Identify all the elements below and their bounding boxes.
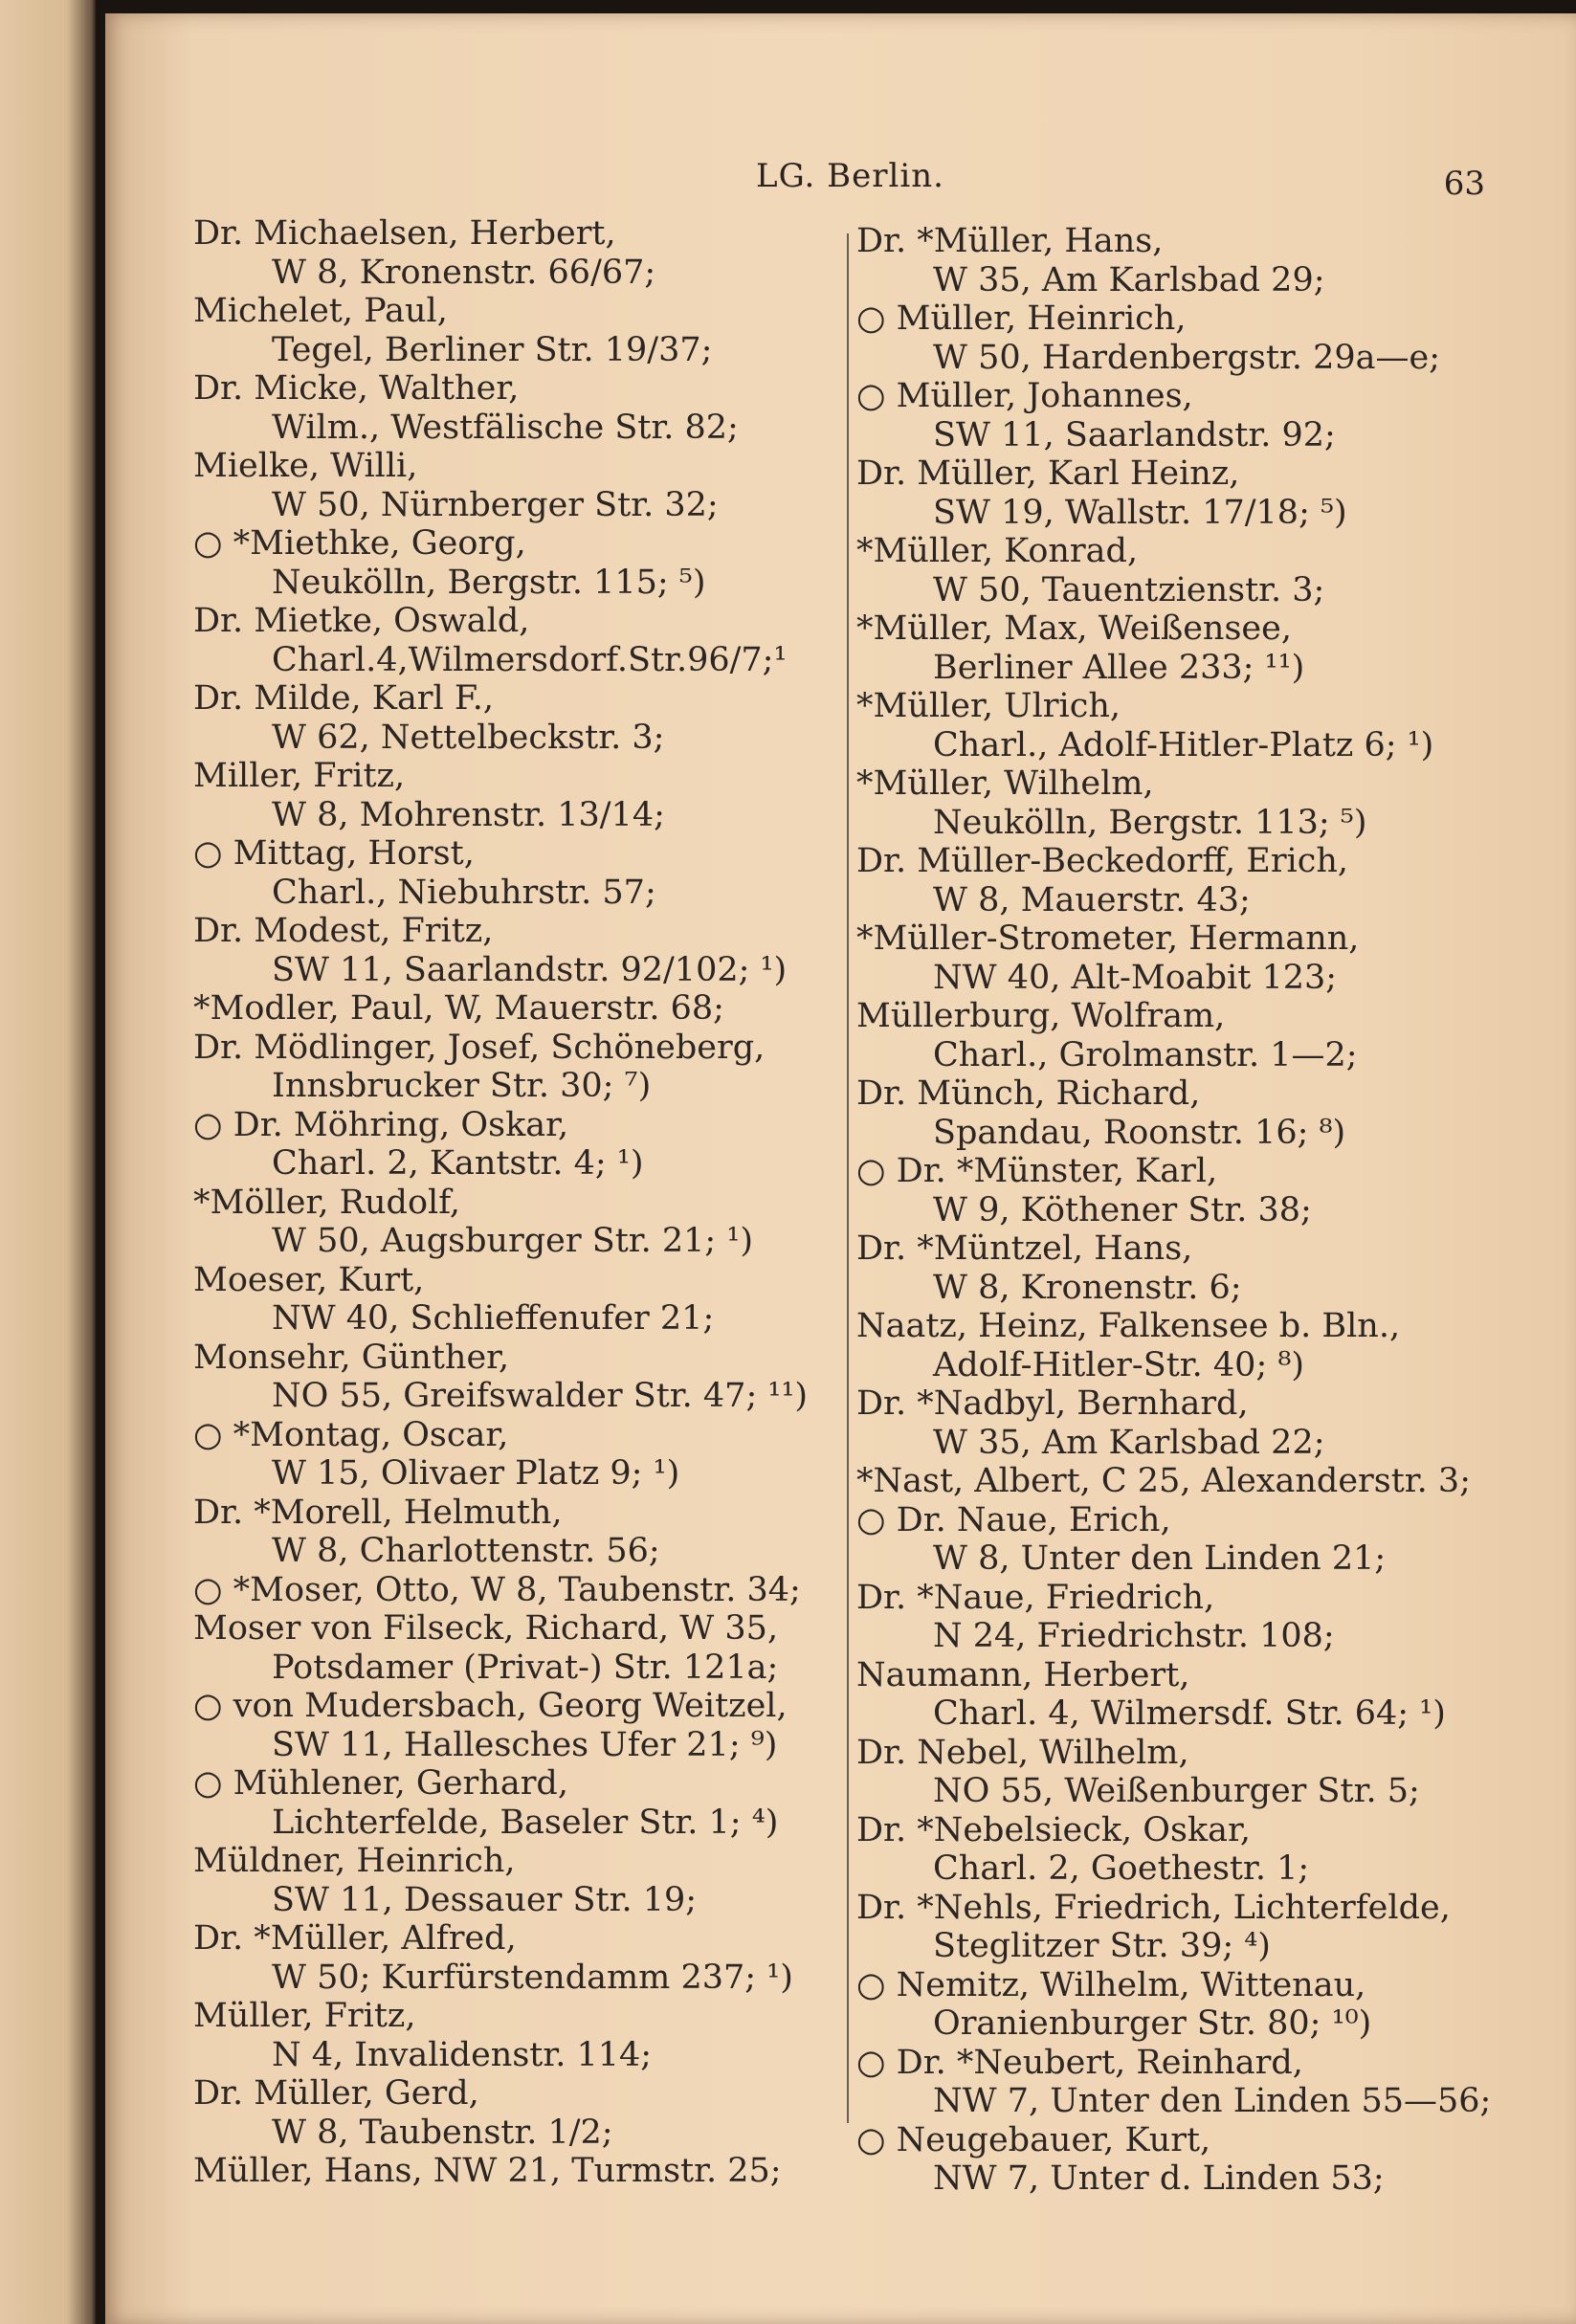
entry-name-line: ○ von Mudersbach, Georg Weitzel, bbox=[193, 1687, 788, 1725]
entry-name-line: ○ Nemitz, Wilhelm, Wittenau, bbox=[856, 1965, 1366, 2004]
entry-name-line: Dr. Mödlinger, Josef, Schöneberg, bbox=[193, 1028, 766, 1067]
entry-address-line: W 8, Mohrenstr. 13/14; bbox=[272, 795, 665, 834]
directory-entry bbox=[193, 214, 901, 292]
entry-address-line: Charl., Grolmanstr. 1—2; bbox=[933, 1035, 1358, 1074]
entry-name-line: Müllerburg, Wolfram, bbox=[856, 997, 1226, 1035]
directory-entry bbox=[193, 679, 901, 757]
directory-entry bbox=[856, 1501, 1569, 1579]
entry-name-line: Dr. Modest, Fritz, bbox=[193, 912, 494, 950]
directory-entry bbox=[193, 1919, 901, 1997]
entry-name-line: Dr. *Müller, Alfred, bbox=[193, 1919, 517, 1958]
entry-address-line: Charl. 4, Wilmersdf. Str. 64; ¹) bbox=[933, 1694, 1446, 1733]
entry-name-line: ○ Neugebauer, Kurt, bbox=[856, 2120, 1211, 2159]
directory-entry bbox=[193, 1416, 901, 1494]
directory-entry bbox=[856, 609, 1569, 687]
entry-name-line: *Müller, Max, Weißensee, bbox=[856, 609, 1292, 648]
entry-name-line: ○ Dr. Möhring, Oskar, bbox=[193, 1105, 569, 1144]
entry-name-line: ○ Müller, Johannes, bbox=[856, 377, 1193, 415]
entry-name-line: Mielke, Willi, bbox=[193, 447, 418, 485]
entry-name-line: Dr. Michaelsen, Herbert, bbox=[193, 214, 616, 253]
facing-page-edge bbox=[0, 0, 96, 2324]
entry-address-line: Lichterfelde, Baseler Str. 1; ⁴) bbox=[272, 1803, 779, 1842]
entry-address-line: NW 7, Unter den Linden 55—56; bbox=[933, 2082, 1492, 2120]
directory-entry bbox=[856, 1579, 1569, 1656]
entry-name-line: *Müller, Wilhelm, bbox=[856, 764, 1154, 803]
book-page bbox=[105, 13, 1576, 2324]
entry-name-line: Müller, Fritz, bbox=[193, 1997, 416, 2035]
entry-name-line: ○ *Miethke, Georg, bbox=[193, 524, 526, 563]
entry-address-line: Charl.4,Wilmersdorf.Str.96/7;¹ bbox=[272, 640, 788, 679]
entry-name-line: *Müller, Konrad, bbox=[856, 532, 1139, 570]
directory-entry bbox=[193, 1184, 901, 1261]
entry-name-line: ○ Mittag, Horst, bbox=[193, 834, 475, 873]
directory-entry bbox=[193, 447, 901, 524]
entry-address-line: SW 11, Saarlandstr. 92; bbox=[933, 415, 1336, 454]
directory-entry bbox=[856, 1152, 1569, 1229]
right-column bbox=[856, 222, 1569, 2199]
entry-name-line: ○ Müller, Heinrich, bbox=[856, 299, 1187, 338]
directory-entry bbox=[193, 1687, 901, 1764]
directory-entry bbox=[856, 1384, 1569, 1462]
entry-address-line: N 4, Invalidenstr. 114; bbox=[272, 2035, 653, 2074]
entry-name-line: ○ Mühlener, Gerhard, bbox=[193, 1764, 568, 1803]
entry-name-line: ○ *Moser, Otto, W 8, Taubenstr. 34; bbox=[193, 1570, 801, 1609]
entry-name-line: Dr. Milde, Karl F., bbox=[193, 679, 494, 718]
entry-name-line: Dr. *Nehls, Friedrich, Lichterfelde, bbox=[856, 1888, 1451, 1927]
directory-entry bbox=[193, 2152, 901, 2191]
entry-name-line: *Müller, Ulrich, bbox=[856, 687, 1121, 725]
entry-name-line: *Müller-Strometer, Hermann, bbox=[856, 919, 1360, 958]
directory-entry bbox=[856, 1889, 1569, 1966]
entry-name-line: Naatz, Heinz, Falkensee b. Bln., bbox=[856, 1307, 1401, 1345]
entry-name-line: Dr. *Morell, Helmuth, bbox=[193, 1493, 563, 1532]
entry-name-line: Dr. Müller, Gerd, bbox=[193, 2074, 479, 2113]
directory-entry bbox=[856, 1656, 1569, 1734]
entry-address-line: Charl. 2, Kantstr. 4; ¹) bbox=[272, 1144, 644, 1183]
entry-address-line: W 62, Nettelbeckstr. 3; bbox=[272, 718, 665, 757]
directory-entry bbox=[856, 842, 1569, 919]
page-header bbox=[105, 157, 1576, 205]
entry-address-line: SW 11, Saarlandstr. 92/102; ¹) bbox=[272, 950, 788, 989]
entry-name-line: Moeser, Kurt, bbox=[193, 1260, 425, 1299]
entry-name-line: Dr. *Müntzel, Hans, bbox=[856, 1229, 1193, 1268]
entry-address-line: W 50, Nürnberger Str. 32; bbox=[272, 485, 719, 524]
running-title: LG. Berlin. bbox=[756, 157, 944, 195]
entry-address-line: W 50, Augsburger Str. 21; ¹) bbox=[272, 1222, 754, 1260]
entry-name-line: Dr. *Müller, Hans, bbox=[856, 222, 1164, 260]
entry-address-line: SW 11, Dessauer Str. 19; bbox=[272, 1880, 698, 1919]
directory-entry bbox=[193, 1261, 901, 1339]
entry-address-line: NW 40, Alt-Moabit 123; bbox=[933, 958, 1338, 997]
directory-entry bbox=[856, 687, 1569, 764]
entry-address-line: Steglitzer Str. 39; ⁴) bbox=[933, 1927, 1271, 1965]
entry-address-line: Charl., Niebuhrstr. 57; bbox=[272, 873, 656, 912]
directory-entry bbox=[856, 2044, 1569, 2121]
directory-entry bbox=[193, 292, 901, 369]
entry-name-line: Dr. Nebel, Wilhelm, bbox=[856, 1733, 1189, 1772]
directory-entry bbox=[193, 1494, 901, 1571]
entry-address-line: Potsdamer (Privat-) Str. 121a; bbox=[272, 1648, 779, 1687]
entry-name-line: Dr. *Naue, Friedrich, bbox=[856, 1578, 1215, 1617]
directory-entry bbox=[193, 524, 901, 602]
entry-name-line: Dr. *Nebelsieck, Oskar, bbox=[856, 1810, 1252, 1849]
entry-address-line: W 15, Olivaer Platz 9; ¹) bbox=[272, 1454, 680, 1493]
entry-address-line: W 8, Taubenstr. 1/2; bbox=[272, 2113, 613, 2152]
entry-name-line: ○ Dr. *Münster, Karl, bbox=[856, 1152, 1218, 1190]
directory-entry bbox=[193, 989, 901, 1029]
entry-name-line: ○ *Montag, Oscar, bbox=[193, 1415, 509, 1454]
entry-address-line: Tegel, Berliner Str. 19/37; bbox=[272, 330, 713, 369]
entry-name-line: Naumann, Herbert, bbox=[856, 1655, 1190, 1694]
entry-address-line: Charl. 2, Goethestr. 1; bbox=[933, 1849, 1310, 1888]
directory-entry bbox=[856, 2121, 1569, 2199]
directory-entry bbox=[193, 1997, 901, 2074]
entry-address-line: NO 55, Weißenburger Str. 5; bbox=[933, 1772, 1420, 1810]
entry-address-line: Innsbrucker Str. 30; ⁷) bbox=[272, 1067, 652, 1105]
page-number: 63 bbox=[1443, 165, 1485, 203]
directory-entry bbox=[193, 1609, 901, 1687]
directory-entry bbox=[856, 1966, 1569, 2044]
entry-name-line: Dr. Müller, Karl Heinz, bbox=[856, 454, 1240, 493]
directory-entry bbox=[856, 1734, 1569, 1811]
entry-name-line: *Nast, Albert, C 25, Alexanderstr. 3; bbox=[856, 1462, 1471, 1500]
entry-name-line: Dr. Münch, Richard, bbox=[856, 1074, 1201, 1113]
entry-name-line: Michelet, Paul, bbox=[193, 292, 448, 330]
entry-address-line: N 24, Friedrichstr. 108; bbox=[933, 1617, 1335, 1655]
entry-name-line: *Möller, Rudolf, bbox=[193, 1183, 461, 1222]
entry-address-line: Wilm., Westfälische Str. 82; bbox=[272, 408, 739, 447]
directory-entry bbox=[856, 997, 1569, 1074]
directory-entry bbox=[193, 1842, 901, 1919]
directory-entry bbox=[856, 532, 1569, 609]
left-column bbox=[193, 214, 901, 2191]
directory-entry bbox=[856, 377, 1569, 454]
directory-entry bbox=[193, 1106, 901, 1184]
entry-name-line: Dr. Micke, Walther, bbox=[193, 369, 520, 408]
directory-entry bbox=[856, 764, 1569, 842]
directory-entry bbox=[856, 1307, 1569, 1384]
entry-address-line: W 50, Tauentzienstr. 3; bbox=[933, 570, 1325, 609]
entry-address-line: W 8, Charlottenstr. 56; bbox=[272, 1532, 660, 1570]
directory-entry bbox=[193, 602, 901, 679]
entry-address-line: NW 7, Unter d. Linden 53; bbox=[933, 2159, 1385, 2198]
entry-address-line: Charl., Adolf-Hitler-Platz 6; ¹) bbox=[933, 725, 1434, 764]
directory-entry bbox=[856, 222, 1569, 299]
entry-address-line: Neukölln, Bergstr. 115; ⁵) bbox=[272, 563, 706, 602]
entry-name-line: Müldner, Heinrich, bbox=[193, 1842, 516, 1880]
directory-entry bbox=[193, 912, 901, 989]
entry-address-line: W 35, Am Karlsbad 29; bbox=[933, 260, 1325, 299]
directory-entry bbox=[193, 2074, 901, 2152]
entry-name-line: Miller, Fritz, bbox=[193, 757, 406, 795]
entry-address-line: Neukölln, Bergstr. 113; ⁵) bbox=[933, 803, 1367, 842]
directory-entry bbox=[193, 1029, 901, 1106]
entry-name-line: Monsehr, Günther, bbox=[193, 1338, 510, 1377]
directory-entry bbox=[856, 1074, 1569, 1152]
directory-entry bbox=[856, 1229, 1569, 1307]
entry-address-line: W 50; Kurfürstendamm 237; ¹) bbox=[272, 1958, 793, 1997]
entry-name-line: Müller, Hans, NW 21, Turmstr. 25; bbox=[193, 2152, 782, 2190]
directory-entry bbox=[856, 299, 1569, 377]
entry-address-line: W 9, Köthener Str. 38; bbox=[933, 1190, 1312, 1229]
entry-name-line: ○ Dr. Naue, Erich, bbox=[856, 1500, 1171, 1539]
entry-address-line: W 8, Kronenstr. 66/67; bbox=[272, 253, 656, 292]
entry-address-line: NO 55, Greifswalder Str. 47; ¹¹) bbox=[272, 1377, 809, 1415]
entry-address-line: Oranienburger Str. 80; ¹⁰) bbox=[933, 2004, 1372, 2043]
entry-address-line: SW 11, Hallesches Ufer 21; ⁹) bbox=[272, 1725, 778, 1764]
entry-name-line: ○ Dr. *Neubert, Reinhard, bbox=[856, 2043, 1303, 2082]
entry-name-line: Dr. Mietke, Oswald, bbox=[193, 602, 530, 640]
entry-address-line: W 8, Unter den Linden 21; bbox=[933, 1539, 1387, 1578]
directory-entry bbox=[856, 454, 1569, 532]
directory-entry bbox=[193, 834, 901, 912]
entry-address-line: W 50, Hardenbergstr. 29a—e; bbox=[933, 338, 1440, 377]
directory-entry bbox=[193, 1571, 901, 1610]
directory-entry bbox=[193, 757, 901, 834]
entry-address-line: Spandau, Roonstr. 16; ⁸) bbox=[933, 1113, 1346, 1152]
directory-entry bbox=[856, 1811, 1569, 1889]
entry-address-line: W 35, Am Karlsbad 22; bbox=[933, 1423, 1325, 1462]
entry-address-line: Berliner Allee 233; ¹¹) bbox=[933, 648, 1305, 687]
entry-name-line: *Modler, Paul, W, Mauerstr. 68; bbox=[193, 989, 724, 1028]
entry-address-line: W 8, Kronenstr. 6; bbox=[933, 1268, 1242, 1307]
directory-entry bbox=[856, 1462, 1569, 1501]
entry-address-line: SW 19, Wallstr. 17/18; ⁵) bbox=[933, 493, 1347, 532]
entry-address-line: W 8, Mauerstr. 43; bbox=[933, 880, 1251, 919]
entry-name-line: Dr. *Nadbyl, Bernhard, bbox=[856, 1384, 1249, 1423]
entry-name-line: Moser von Filseck, Richard, W 35, bbox=[193, 1609, 779, 1648]
entry-name-line: Dr. Müller-Beckedorff, Erich, bbox=[856, 842, 1349, 880]
directory-entry bbox=[193, 369, 901, 447]
directory-entry bbox=[193, 1764, 901, 1842]
entry-address-line: Adolf-Hitler-Str. 40; ⁸) bbox=[933, 1345, 1305, 1384]
entry-address-line: NW 40, Schlieffenufer 21; bbox=[272, 1299, 715, 1338]
directory-entry bbox=[193, 1339, 901, 1416]
directory-entry bbox=[856, 919, 1569, 997]
